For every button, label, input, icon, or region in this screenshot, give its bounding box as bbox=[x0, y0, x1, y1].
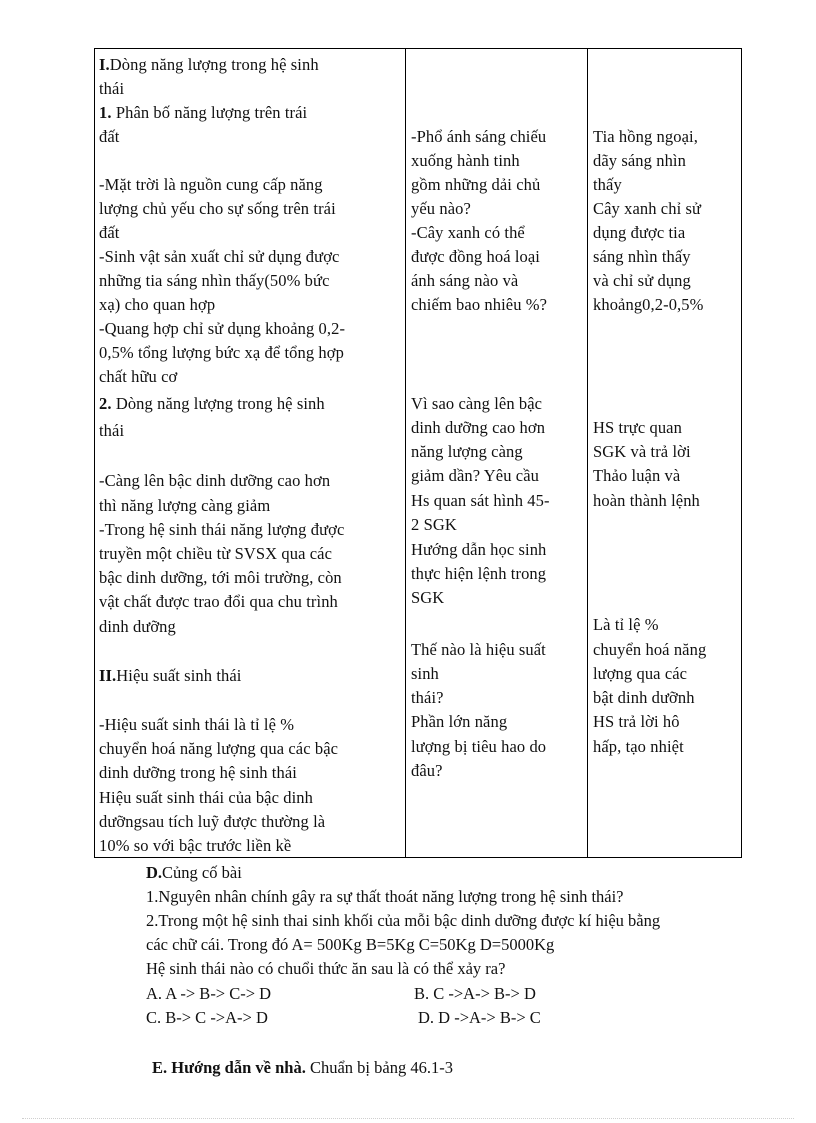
table-line: thái? bbox=[411, 688, 444, 707]
table-line: II.Hiệu suất sinh thái bbox=[99, 666, 242, 685]
table-line: thực hiện lệnh trong bbox=[411, 564, 547, 583]
table-line: -Trong hệ sinh thái năng lượng được bbox=[99, 520, 345, 539]
table-line: được đồng hoá loại bbox=[411, 247, 540, 266]
table-line: lượng bị tiêu hao do bbox=[411, 737, 547, 756]
question-2-line-2: các chữ cái. Trong đó A= 500Kg B=5Kg C=50Kg D=5000Kg bbox=[146, 935, 555, 954]
table-line: HS trực quan bbox=[593, 418, 682, 437]
table-line: năng lượng càng bbox=[411, 442, 523, 461]
table-line: chuyển hoá năng bbox=[593, 640, 707, 659]
table-line: vật chất được trao đổi qua chu trình bbox=[99, 592, 338, 611]
table-line: Hướng dẫn học sinh bbox=[411, 540, 547, 559]
table-line: dinh dưỡng bbox=[99, 617, 176, 636]
table-line: Thế nào là hiệu suất bbox=[411, 640, 546, 659]
table-line: đâu? bbox=[411, 761, 443, 780]
table-line: -Hiệu suất sinh thái là tỉ lệ % bbox=[99, 715, 295, 734]
table-line: hấp, tạo nhiệt bbox=[593, 737, 684, 756]
table-line: xuống hành tinh bbox=[411, 151, 520, 170]
table-line: giảm dần? Yêu cầu bbox=[411, 466, 539, 485]
table-line: thì năng lượng càng giảm bbox=[99, 496, 271, 515]
table-line: 0,5% tổng lượng bức xạ để tổng hợp bbox=[99, 343, 344, 362]
table-line: -Sinh vật sản xuất chỉ sử dụng được bbox=[99, 247, 340, 266]
table-line: Là tỉ lệ % bbox=[593, 615, 659, 634]
option-b: B. C ->A-> B-> D bbox=[414, 984, 536, 1003]
option-a: A. A -> B-> C-> D bbox=[146, 984, 272, 1003]
table-line: dinh dưỡng trong hệ sinh thái bbox=[99, 763, 297, 782]
table-line: dụng được tia bbox=[593, 223, 686, 242]
option-c: C. B-> C ->A-> D bbox=[146, 1008, 268, 1027]
content-column bbox=[95, 49, 406, 857]
table-line: bậc dinh dưỡng, tới môi trường, còn bbox=[99, 568, 342, 587]
consolidation-heading: D.Củng cố bài bbox=[146, 863, 242, 882]
table-line: 1. Phân bố năng lượng trên trái bbox=[99, 103, 308, 122]
table-line: -Phổ ánh sáng chiếu bbox=[411, 127, 547, 146]
table-line: những tia sáng nhìn thấy(50% bức bbox=[99, 271, 330, 290]
table-line: Vì sao càng lên bậc bbox=[411, 394, 543, 413]
table-line: Tia hồng ngoại, bbox=[593, 127, 698, 146]
table-line: SGK bbox=[411, 588, 445, 607]
question-2-line-1: 2.Trong một hệ sinh thai sinh khối của mỗi bậc dinh dưỡng được kí hiệu bằng bbox=[146, 911, 661, 930]
table-line: sinh bbox=[411, 664, 439, 683]
table-line: 2 SGK bbox=[411, 515, 457, 534]
table-line: I.Dòng năng lượng trong hệ sinh bbox=[99, 55, 319, 74]
table-line: -Càng lên bậc dinh dưỡng cao hơn bbox=[99, 471, 331, 490]
table-line: -Cây xanh có thể bbox=[411, 223, 525, 242]
table-line: lượng chủ yếu cho sự sống trên trái bbox=[99, 199, 336, 218]
table-line: Phần lớn năng bbox=[411, 712, 508, 731]
table-line: đất bbox=[99, 223, 120, 242]
table-line: Hs quan sát hình 45- bbox=[411, 491, 550, 510]
table-line: chất hữu cơ bbox=[99, 367, 178, 386]
table-line: và chỉ sử dụng bbox=[593, 271, 691, 290]
table-line: lượng qua các bbox=[593, 664, 688, 683]
table-line: -Quang hợp chỉ sử dụng khoảng 0,2- bbox=[99, 319, 346, 338]
table-line: thái bbox=[99, 79, 125, 98]
table-line: 10% so với bậc trước liền kề bbox=[99, 836, 292, 855]
table-line: đất bbox=[99, 127, 120, 146]
table-line: Thảo luận và bbox=[593, 466, 681, 485]
table-line: xạ) cho quan hợp bbox=[99, 295, 216, 314]
table-line: hoàn thành lệnh bbox=[593, 491, 700, 510]
lesson-table bbox=[94, 48, 742, 858]
table-line: thái bbox=[99, 421, 125, 440]
table-line: Cây xanh chỉ sử bbox=[593, 199, 702, 218]
option-d: D. D ->A-> B-> C bbox=[418, 1008, 541, 1027]
table-line: HS trả lời hô bbox=[593, 712, 680, 731]
activity-column bbox=[587, 49, 741, 857]
table-line: khoảng0,2-0,5% bbox=[593, 295, 704, 314]
table-line: -Mặt trời là nguồn cung cấp năng bbox=[99, 175, 323, 194]
table-line: bật dinh dưỡnh bbox=[593, 688, 695, 707]
table-line: gồm những dải chủ bbox=[411, 175, 541, 194]
table-line: dãy sáng nhìn bbox=[593, 151, 686, 170]
table-line: SGK và trả lời bbox=[593, 442, 691, 461]
table-line: Hiệu suất sinh thái của bậc dinh bbox=[99, 788, 313, 807]
table-line: chuyển hoá năng lượng qua các bậc bbox=[99, 739, 339, 758]
table-line: ánh sáng nào và bbox=[411, 271, 519, 290]
page-footer-divider bbox=[22, 1118, 794, 1119]
table-line: yếu nào? bbox=[411, 199, 471, 218]
table-line: dinh dưỡng cao hơn bbox=[411, 418, 546, 437]
question-2-line-3: Hệ sinh thái nào có chuổi thức ăn sau là có thể xảy ra? bbox=[146, 959, 506, 978]
table-line: dưỡngsau tích luỹ được thường là bbox=[99, 812, 326, 831]
question-1: 1.Nguyên nhân chính gây ra sự thất thoát năng lượng trong hệ sinh thái? bbox=[146, 887, 624, 906]
homework-line: E. Hướng dẫn về nhà. Chuẩn bị bảng 46.1-3 bbox=[152, 1058, 453, 1077]
table-line: chiếm bao nhiêu %? bbox=[411, 295, 548, 314]
table-line: truyền một chiều từ SVSX qua các bbox=[99, 544, 333, 563]
table-line: sáng nhìn thấy bbox=[593, 247, 691, 266]
table-line: thấy bbox=[593, 175, 622, 194]
table-line: 2. Dòng năng lượng trong hệ sinh bbox=[99, 394, 325, 413]
question-column bbox=[405, 49, 588, 857]
